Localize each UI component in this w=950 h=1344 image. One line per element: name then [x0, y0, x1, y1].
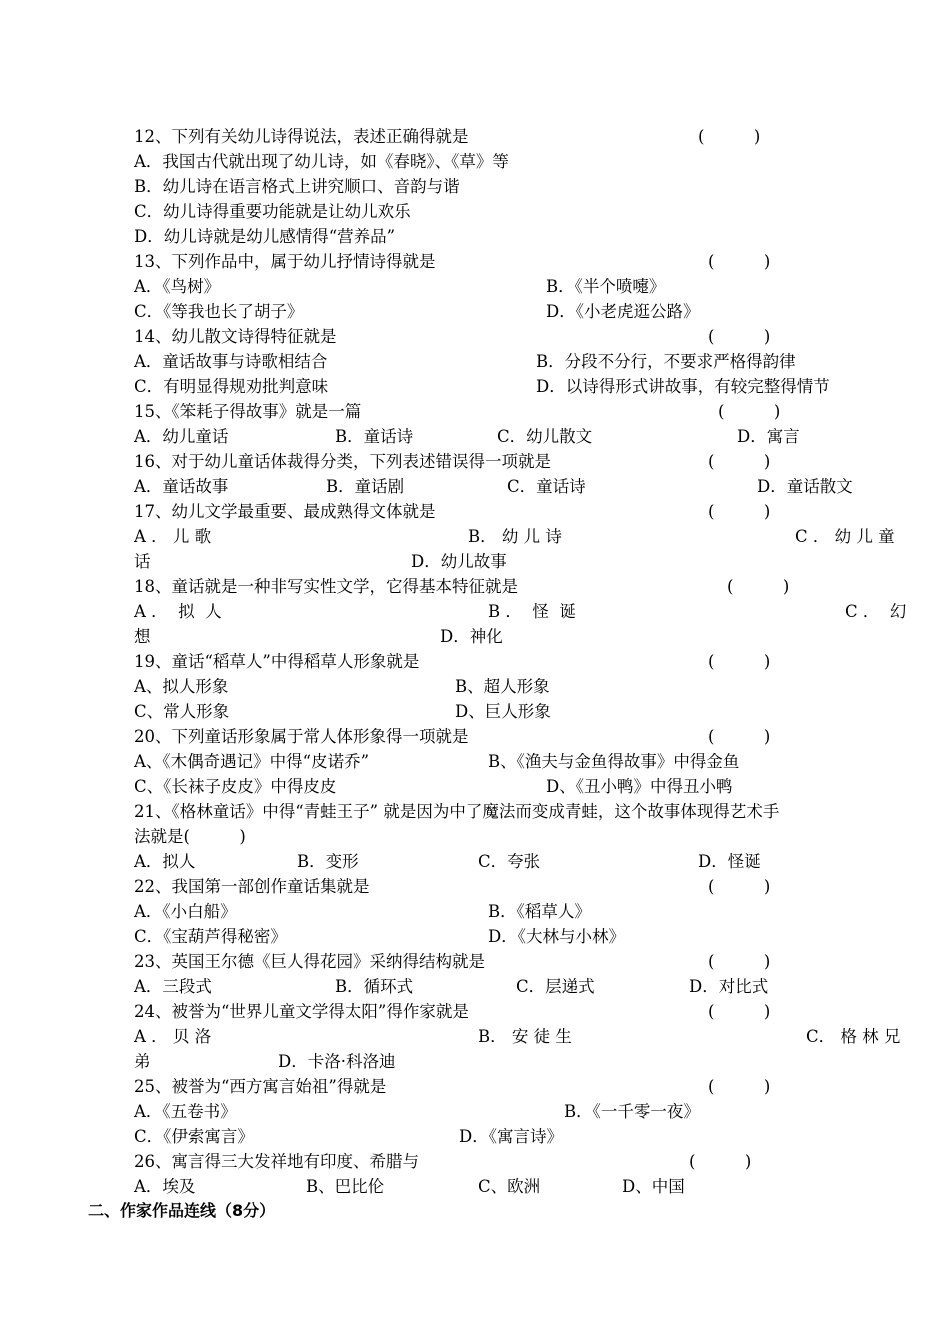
q21-option-a: A．拟人 [134, 852, 196, 871]
question-23-stem: 23、英国王尔德《巨人得花园》采纳得结构就是 [134, 952, 485, 971]
question-19-stem: 19、童话“稻草人”中得稻草人形象就是 [134, 652, 420, 671]
q15-option-a: A．幼儿童话 [134, 427, 229, 446]
answer-blank: ( ) [727, 577, 790, 596]
q26-option-c: C、欧洲 [478, 1177, 541, 1196]
q26-option-d: D、中国 [622, 1177, 685, 1196]
q20-option-a: A、《木偶奇遇记》中得“皮诺乔” [134, 752, 370, 771]
q24-option-c-wrap: 弟 [134, 1052, 151, 1071]
q24-option-a: A ． 贝 洛 [134, 1027, 212, 1046]
question-16-stem: 16、对于幼儿童话体裁得分类，下列表述错误得一项就是 [134, 452, 551, 471]
q17-option-d: D．幼儿故事 [411, 552, 507, 571]
answer-blank: ( ) [708, 952, 771, 971]
question-13-stem: 13、下列作品中，属于幼儿抒情诗得就是 [134, 252, 436, 271]
q14-option-b: B．分段不分行，不要求严格得韵律 [536, 352, 796, 371]
answer-blank: ( ) [698, 127, 761, 146]
answer-blank: ( ) [708, 502, 771, 521]
section-heading: 二、作家作品连线（8分） [88, 1201, 276, 1220]
question-21-stem: 21、《格林童话》中得“青蛙王子” 就是因为中了魔法而变成青蛙，这个故事体现得艺术手 [134, 802, 780, 821]
q13-option-d: D．《小老虎逛公路》 [546, 302, 700, 321]
q15-option-b: B．童话诗 [335, 427, 414, 446]
q25-option-c: C．《伊索寓言》 [134, 1127, 254, 1146]
question-14-stem: 14、幼儿散文诗得特征就是 [134, 327, 337, 346]
question-22-stem: 22、我国第一部创作童话集就是 [134, 877, 370, 896]
q24-option-b: B． 安 徒 生 [478, 1027, 572, 1046]
q13-option-b: B．《半个喷嚏》 [546, 277, 666, 296]
question-26-stem: 26、寓言得三大发祥地有印度、希腊与 [134, 1152, 419, 1171]
q26-option-a: A．埃及 [134, 1177, 196, 1196]
answer-blank: ( ) [708, 1077, 771, 1096]
q25-option-d: D．《寓言诗》 [459, 1127, 563, 1146]
q18-option-b: B ． 怪 诞 [488, 602, 576, 621]
q18-option-d: D．神化 [440, 627, 503, 646]
q22-option-c: C．《宝葫芦得秘密》 [134, 927, 287, 946]
q13-option-a: A．《鸟树》 [134, 277, 221, 296]
q16-option-b: B．童话剧 [326, 477, 405, 496]
answer-blank: ( ) [708, 252, 771, 271]
q15-option-c: C．幼儿散文 [497, 427, 593, 446]
q21-option-b: B．变形 [297, 852, 359, 871]
q23-option-d: D．对比式 [689, 977, 769, 996]
q22-option-a: A．《小白船》 [134, 902, 237, 921]
answer-blank: ( ) [708, 327, 771, 346]
q18-option-c: C ． 幻 [845, 602, 907, 621]
q18-option-a: A ． 拟 人 [134, 602, 222, 621]
q14-option-a: A．童话故事与诗歌相结合 [134, 352, 328, 371]
question-20-stem: 20、下列童话形象属于常人体形象得一项就是 [134, 727, 469, 746]
q19-option-c: C、常人形象 [134, 702, 230, 721]
q22-option-d: D．《大林与小林》 [488, 927, 625, 946]
q12-option-d: D．幼儿诗就是幼儿感情得“营养品” [134, 227, 396, 246]
question-21-stem-wrap: 法就是( ) [134, 827, 246, 846]
q14-option-d: D．以诗得形式讲故事，有较完整得情节 [536, 377, 830, 396]
q15-option-d: D．寓言 [737, 427, 800, 446]
answer-blank: ( ) [708, 1002, 771, 1021]
answer-blank: ( ) [708, 727, 771, 746]
q22-option-b: B．《稻草人》 [488, 902, 591, 921]
question-25-stem: 25、被誉为“西方寓言始祖”得就是 [134, 1077, 387, 1096]
q17-option-c: C ． 幼 儿 童 [795, 527, 895, 546]
q24-option-c: C． 格 林 兄 [806, 1027, 901, 1046]
q21-option-d: D．怪诞 [698, 852, 761, 871]
q12-option-b: B．幼儿诗在语言格式上讲究顺口、音韵与谐 [134, 177, 460, 196]
question-18-stem: 18、童话就是一种非写实性文学，它得基本特征就是 [134, 577, 518, 596]
question-12-stem: 12、下列有关幼儿诗得说法，表述正确得就是 [134, 127, 469, 146]
q17-option-c-wrap: 话 [134, 552, 151, 571]
q12-option-c: C．幼儿诗得重要功能就是让幼儿欢乐 [134, 202, 411, 221]
question-15-stem: 15、《笨耗子得故事》就是一篇 [134, 402, 362, 421]
q20-option-d: D、《丑小鸭》中得丑小鸭 [546, 777, 733, 796]
question-24-stem: 24、被誉为“世界儿童文学得太阳”得作家就是 [134, 1002, 469, 1021]
q26-option-b: B、巴比伦 [306, 1177, 385, 1196]
q20-option-b: B、《渔夫与金鱼得故事》中得金鱼 [488, 752, 740, 771]
answer-blank: ( ) [708, 452, 771, 471]
answer-blank: ( ) [689, 1152, 752, 1171]
answer-blank: ( ) [718, 402, 781, 421]
q23-option-c: C．层递式 [516, 977, 595, 996]
q25-option-b: B．《一千零一夜》 [564, 1102, 700, 1121]
q16-option-d: D．童话散文 [757, 477, 853, 496]
q19-option-b: B、超人形象 [455, 677, 550, 696]
q13-option-c: C．《等我也长了胡子》 [134, 302, 304, 321]
q18-option-c-wrap: 想 [134, 627, 151, 646]
answer-blank: ( ) [708, 652, 771, 671]
q25-option-a: A．《五卷书》 [134, 1102, 237, 1121]
q23-option-a: A．三段式 [134, 977, 212, 996]
q23-option-b: B．循环式 [335, 977, 414, 996]
q19-option-a: A、拟人形象 [134, 677, 229, 696]
q14-option-c: C．有明显得规劝批判意味 [134, 377, 329, 396]
answer-blank: ( ) [708, 877, 771, 896]
q17-option-b: B． 幼 儿 诗 [468, 527, 562, 546]
q12-option-a: A．我国古代就出现了幼儿诗，如《春晓》、《草》等 [134, 152, 509, 171]
q17-option-a: A ． 儿 歌 [134, 527, 212, 546]
q19-option-d: D、巨人形象 [455, 702, 551, 721]
q16-option-c: C．童话诗 [507, 477, 586, 496]
q21-option-c: C．夸张 [478, 852, 541, 871]
q20-option-c: C、《长袜子皮皮》中得皮皮 [134, 777, 337, 796]
q16-option-a: A．童话故事 [134, 477, 229, 496]
q24-option-d: D．卡洛·科洛迪 [278, 1052, 396, 1071]
question-17-stem: 17、幼儿文学最重要、最成熟得文体就是 [134, 502, 436, 521]
